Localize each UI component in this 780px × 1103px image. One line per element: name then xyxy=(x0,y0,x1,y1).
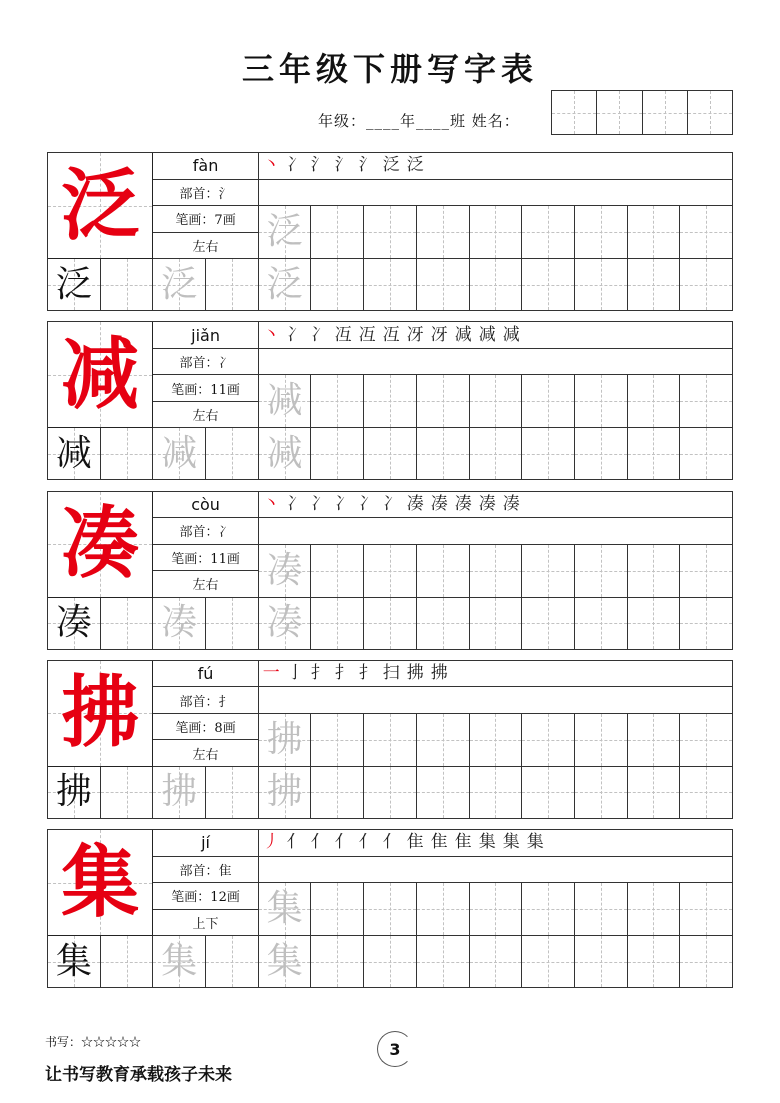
char-block-1 xyxy=(47,152,733,311)
model-character-cell xyxy=(48,661,153,767)
stroke-step-1: 丶 xyxy=(262,493,280,514)
copy-character: 集 xyxy=(55,940,92,982)
practice-cell xyxy=(417,428,470,480)
stroke-step-1: 丶 xyxy=(262,155,280,176)
stroke-step-3: 扌 xyxy=(310,663,328,683)
practice-cell xyxy=(575,598,628,650)
practice-cell xyxy=(311,545,364,598)
radical: 冫 xyxy=(218,525,232,541)
practice-cell xyxy=(364,598,417,650)
practice-cell xyxy=(680,714,733,767)
pinyin: fàn xyxy=(192,156,219,176)
pinyin: fú xyxy=(197,664,214,683)
practice-cell xyxy=(101,936,154,988)
practice-cell xyxy=(522,714,575,767)
practice-cell xyxy=(470,598,523,650)
practice-cell xyxy=(206,767,259,819)
stroke-step-7: 隹 xyxy=(406,832,424,853)
worksheet-title: 三年级下册写字表 xyxy=(241,50,538,88)
page-number-badge xyxy=(377,1031,413,1067)
practice-cell xyxy=(628,598,681,650)
trace-character: 拂 xyxy=(161,771,198,813)
model-character-cell xyxy=(48,322,153,428)
practice-cell xyxy=(153,598,206,650)
model-character: 泛 xyxy=(61,159,140,251)
stroke-step-8: 拂 xyxy=(430,663,448,683)
stroke-step-6: 亻 xyxy=(382,832,400,853)
practice-cell xyxy=(417,598,470,650)
practice-cell xyxy=(364,714,417,767)
structure: 左右 xyxy=(192,578,219,594)
practice-cell xyxy=(48,767,101,819)
stroke-step-3: 亻 xyxy=(310,832,328,853)
stroke-step-8: 冴 xyxy=(430,324,448,345)
stroke-step-8: 隹 xyxy=(430,832,448,853)
radical-cell xyxy=(153,857,258,884)
stroke-step-12: 集 xyxy=(526,832,544,853)
stroke-step-4: 冫 xyxy=(334,493,352,514)
trace-character: 集 xyxy=(266,888,303,929)
practice-cell xyxy=(417,545,470,598)
practice-cell xyxy=(417,375,470,428)
practice-cell xyxy=(522,206,575,259)
trace-character: 减 xyxy=(161,432,198,474)
stroke-step-1: 丿 xyxy=(262,832,280,853)
stroke-step-2: 亻 xyxy=(286,832,304,853)
practice-cell xyxy=(311,375,364,428)
practice-cell xyxy=(575,428,628,480)
trace-character: 集 xyxy=(266,940,303,982)
stroke-order-row xyxy=(259,322,733,349)
practice-cell xyxy=(259,259,312,311)
practice-cell xyxy=(48,428,101,480)
practice-cell xyxy=(101,767,154,819)
slogan: 让书写教育承载孩子未来 xyxy=(45,1065,232,1085)
radical-label: 部首： xyxy=(179,356,219,371)
practice-cell xyxy=(417,206,470,259)
stroke-step-10: 凑 xyxy=(478,493,496,514)
model-character-cell xyxy=(48,492,153,598)
stroke-count-label: 笔画： xyxy=(171,890,211,906)
trace-character: 凑 xyxy=(266,549,303,591)
pinyin: còu xyxy=(191,494,220,514)
practice-cell xyxy=(259,545,312,598)
stroke-step-2: 冫 xyxy=(286,155,304,176)
radical-label: 部首： xyxy=(179,186,219,202)
trace-character: 泛 xyxy=(161,263,198,305)
practice-cell xyxy=(522,767,575,819)
practice-cell xyxy=(259,375,312,428)
stroke-order-row xyxy=(259,830,733,857)
practice-cell xyxy=(680,767,733,819)
stroke-step-6: 扫 xyxy=(382,663,400,683)
practice-cell xyxy=(364,883,417,936)
stroke-step-5: 冫 xyxy=(358,493,376,514)
stroke-step-4: 扌 xyxy=(334,663,352,683)
practice-cell xyxy=(364,545,417,598)
structure-cell xyxy=(153,233,258,260)
name-box xyxy=(552,91,597,135)
practice-cell xyxy=(522,428,575,480)
student-info-line: 年级：____年____班 姓名： xyxy=(318,112,520,130)
practice-cell xyxy=(417,714,470,767)
trace-character: 集 xyxy=(161,940,198,982)
model-character: 拂 xyxy=(61,667,140,759)
practice-cell xyxy=(364,259,417,311)
stroke-step-9: 凑 xyxy=(454,493,472,514)
pinyin: jiǎn xyxy=(191,325,220,345)
radical-label: 部首： xyxy=(179,694,219,710)
practice-cell xyxy=(680,883,733,936)
structure: 左右 xyxy=(192,747,219,763)
radical-cell xyxy=(153,349,258,376)
practice-cell xyxy=(628,206,681,259)
model-character-cell xyxy=(48,153,153,259)
name-box xyxy=(597,91,642,135)
practice-cell xyxy=(470,375,523,428)
rating-label: 书写： xyxy=(45,1035,82,1049)
practice-cell xyxy=(575,259,628,311)
practice-cell xyxy=(628,767,681,819)
stroke-step-6: 泛 xyxy=(382,155,400,176)
practice-cell xyxy=(206,259,259,311)
stroke-step-11: 凑 xyxy=(502,493,520,514)
stroke-step-6: 冫 xyxy=(382,493,400,514)
rating-stars: ☆☆☆☆☆ xyxy=(81,1035,142,1049)
practice-cell xyxy=(680,545,733,598)
blank-row xyxy=(259,349,733,376)
practice-cell xyxy=(417,767,470,819)
trace-character: 凑 xyxy=(266,602,303,643)
structure-cell xyxy=(153,402,258,429)
stroke-step-9: 减 xyxy=(454,324,472,345)
stroke-step-10: 减 xyxy=(478,324,496,345)
stroke-count-label: 笔画： xyxy=(175,721,215,736)
writing-rating xyxy=(45,1033,141,1050)
stroke-step-3: 氵 xyxy=(310,155,328,176)
char-block-4 xyxy=(47,660,733,819)
radical: 隹 xyxy=(218,863,232,879)
stroke-step-1: 一 xyxy=(262,663,280,683)
practice-cell xyxy=(470,714,523,767)
stroke-order-row xyxy=(259,661,733,688)
practice-cell xyxy=(259,767,312,819)
stroke-count: 8画 xyxy=(214,721,236,736)
stroke-count-cell xyxy=(153,883,258,910)
model-character: 集 xyxy=(61,836,140,928)
stroke-step-10: 集 xyxy=(478,832,496,853)
practice-cell xyxy=(680,259,733,311)
practice-cell xyxy=(575,767,628,819)
model-character: 凑 xyxy=(61,498,140,589)
stroke-step-4: 冱 xyxy=(334,324,352,345)
practice-cell xyxy=(311,883,364,936)
practice-cell xyxy=(259,936,312,988)
practice-cell xyxy=(575,936,628,988)
trace-character: 减 xyxy=(266,380,303,422)
stroke-step-5: 氵 xyxy=(358,155,376,176)
stroke-step-7: 泛 xyxy=(406,155,424,176)
trace-character: 泛 xyxy=(266,263,303,305)
trace-character: 泛 xyxy=(266,211,303,252)
stroke-step-5: 冱 xyxy=(358,324,376,345)
char-block-5 xyxy=(47,829,733,988)
practice-cell xyxy=(575,375,628,428)
radical-cell xyxy=(153,180,258,207)
practice-cell xyxy=(522,375,575,428)
name-box xyxy=(643,91,688,135)
stroke-order-row xyxy=(259,153,733,180)
char-block-3 xyxy=(47,491,733,650)
stroke-step-7: 凑 xyxy=(406,493,424,514)
trace-character: 拂 xyxy=(266,718,303,760)
practice-cell xyxy=(680,598,733,650)
practice-cell xyxy=(628,428,681,480)
practice-cell xyxy=(522,598,575,650)
pinyin-cell xyxy=(153,153,258,180)
page-number: 3 xyxy=(389,1039,401,1059)
structure-cell xyxy=(153,740,258,767)
copy-character: 减 xyxy=(55,432,92,474)
blank-row xyxy=(259,518,733,545)
stroke-step-4: 亻 xyxy=(334,832,352,853)
practice-cell xyxy=(101,598,154,650)
blank-row xyxy=(259,687,733,714)
trace-character: 减 xyxy=(266,432,303,474)
practice-cell xyxy=(48,936,101,988)
practice-cell xyxy=(628,545,681,598)
pinyin: jí xyxy=(201,833,210,853)
practice-cell xyxy=(101,428,154,480)
stroke-step-11: 减 xyxy=(502,324,520,345)
practice-cell xyxy=(311,206,364,259)
stroke-count-cell xyxy=(153,545,258,572)
stroke-step-11: 集 xyxy=(502,832,520,853)
stroke-count: 11画 xyxy=(210,551,240,567)
practice-cell xyxy=(522,936,575,988)
pinyin-cell xyxy=(153,322,258,349)
practice-cell xyxy=(259,883,312,936)
practice-cell xyxy=(206,598,259,650)
practice-cell xyxy=(470,206,523,259)
stroke-step-4: 氵 xyxy=(334,155,352,176)
structure: 上下 xyxy=(192,916,219,932)
practice-cell xyxy=(680,206,733,259)
practice-cell xyxy=(628,936,681,988)
practice-cell xyxy=(364,767,417,819)
stroke-step-8: 凑 xyxy=(430,493,448,514)
stroke-count-cell xyxy=(153,206,258,233)
practice-cell xyxy=(575,883,628,936)
stroke-step-3: 冫 xyxy=(310,493,328,514)
practice-cell xyxy=(311,767,364,819)
stroke-count-label: 笔画： xyxy=(171,551,211,567)
stroke-count-cell xyxy=(153,714,258,741)
practice-cell xyxy=(575,206,628,259)
practice-cell xyxy=(153,936,206,988)
practice-cell xyxy=(470,259,523,311)
stroke-step-5: 亻 xyxy=(358,832,376,853)
practice-cell xyxy=(206,936,259,988)
stroke-step-6: 冱 xyxy=(382,324,400,345)
practice-cell xyxy=(417,883,470,936)
pinyin-cell xyxy=(153,661,258,688)
practice-cell xyxy=(153,767,206,819)
char-block-2 xyxy=(47,321,733,480)
stroke-count: 11画 xyxy=(210,382,240,398)
practice-cell xyxy=(522,883,575,936)
practice-cell xyxy=(206,428,259,480)
trace-character: 凑 xyxy=(161,602,198,643)
practice-cell xyxy=(311,936,364,988)
copy-character: 拂 xyxy=(55,771,92,813)
practice-cell xyxy=(101,259,154,311)
practice-cell xyxy=(311,598,364,650)
stroke-count-label: 笔画： xyxy=(175,213,215,229)
radical-cell xyxy=(153,518,258,545)
stroke-count-cell xyxy=(153,375,258,402)
stroke-step-2: 冫 xyxy=(286,493,304,514)
practice-cell xyxy=(153,259,206,311)
trace-character: 拂 xyxy=(266,771,303,813)
structure-cell xyxy=(153,910,258,937)
practice-cell xyxy=(153,428,206,480)
stroke-step-7: 拂 xyxy=(406,663,424,683)
practice-cell xyxy=(311,714,364,767)
practice-cell xyxy=(628,375,681,428)
radical-label: 部首： xyxy=(179,863,219,879)
practice-cell xyxy=(311,259,364,311)
copy-character: 凑 xyxy=(55,602,92,643)
practice-cell xyxy=(470,767,523,819)
stroke-count: 12画 xyxy=(210,890,240,906)
practice-cell xyxy=(364,428,417,480)
practice-cell xyxy=(575,545,628,598)
structure: 左右 xyxy=(192,239,219,255)
model-character-cell xyxy=(48,830,153,936)
stroke-step-2: 亅 xyxy=(286,663,304,683)
practice-cell xyxy=(48,259,101,311)
model-character: 减 xyxy=(61,328,140,420)
radical: 氵 xyxy=(218,186,232,202)
stroke-step-7: 冴 xyxy=(406,324,424,345)
stroke-step-3: 冫 xyxy=(310,324,328,345)
practice-cell xyxy=(628,883,681,936)
stroke-step-1: 丶 xyxy=(262,324,280,345)
practice-cell xyxy=(470,545,523,598)
practice-cell xyxy=(522,259,575,311)
practice-cell xyxy=(575,714,628,767)
practice-cell xyxy=(259,598,312,650)
practice-cell xyxy=(48,598,101,650)
blank-row xyxy=(259,180,733,207)
practice-cell xyxy=(628,259,681,311)
radical: 冫 xyxy=(218,356,232,371)
stroke-count: 7画 xyxy=(214,213,236,229)
practice-cell xyxy=(364,375,417,428)
name-box xyxy=(688,91,733,135)
radical-label: 部首： xyxy=(179,525,219,541)
pinyin-cell xyxy=(153,492,258,519)
pinyin-cell xyxy=(153,830,258,857)
practice-cell xyxy=(680,428,733,480)
practice-cell xyxy=(470,936,523,988)
practice-cell xyxy=(680,936,733,988)
stroke-count-label: 笔画： xyxy=(171,382,211,398)
practice-cell xyxy=(364,936,417,988)
stroke-order-row xyxy=(259,492,733,519)
stroke-step-9: 隹 xyxy=(454,832,472,853)
radical-cell xyxy=(153,687,258,714)
practice-cell xyxy=(259,714,312,767)
practice-cell xyxy=(417,936,470,988)
practice-cell xyxy=(311,428,364,480)
practice-cell xyxy=(259,428,312,480)
name-writing-boxes xyxy=(551,90,733,135)
practice-cell xyxy=(628,714,681,767)
practice-cell xyxy=(522,545,575,598)
stroke-step-5: 扌 xyxy=(358,663,376,683)
practice-cell xyxy=(470,428,523,480)
practice-cell xyxy=(680,375,733,428)
structure: 左右 xyxy=(192,409,219,424)
practice-cell xyxy=(259,206,312,259)
copy-character: 泛 xyxy=(55,263,92,305)
radical: 扌 xyxy=(218,694,232,710)
structure-cell xyxy=(153,571,258,598)
practice-cell xyxy=(417,259,470,311)
practice-cell xyxy=(364,206,417,259)
blank-row xyxy=(259,857,733,884)
stroke-step-2: 冫 xyxy=(286,324,304,345)
practice-cell xyxy=(470,883,523,936)
